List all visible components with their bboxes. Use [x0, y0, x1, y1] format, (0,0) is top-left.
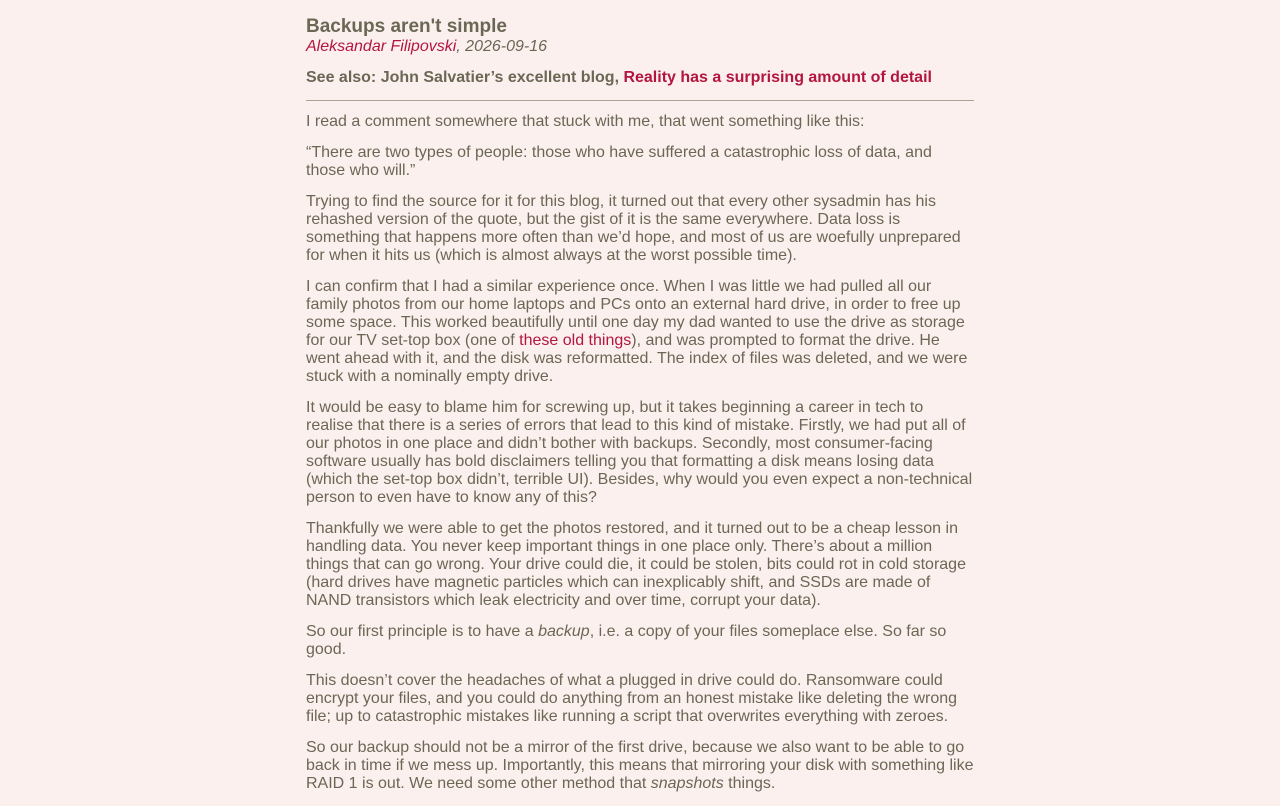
paragraph-9	[306, 739, 974, 793]
see-also	[306, 69, 974, 87]
paragraph-5: It would be easy to blame him for screwing up, but it takes beginning a career in tech to realise that there is a series of errors that lead to this kind of mistake. Firstly, we had put all of our photos in one place and didn’t bother with backups. Secondly, most consumer-facing software usually has bold disclaimers telling you that formatting a disk means losing data (which the set-top box didn’t, terrible UI). Besides, why would you even expect a non-technical person to even have to know any of this?	[306, 399, 973, 506]
paragraph-7-text-a: So our first principle is to have a	[306, 623, 539, 640]
paragraph-9-text-a: So our backup should not be a mirror of the first drive, because we also want to be able to go back in time if we mess up. Importantly, this means that mirroring your disk with something like RAID 1 is out. We need some other method that	[306, 739, 974, 792]
paragraph-4-text-a: I can confirm that I had a similar experience once. When I was little we had pulled all our family photos from our home laptops and PCs onto an external hard drive, in order to free up some space. This worked beautifully until one day my dad wanted to use the drive as storage for our TV set-top box (one of	[306, 278, 965, 349]
paragraph-4	[306, 278, 974, 386]
byline	[306, 38, 974, 56]
snapshots-emphasis: snapshots	[650, 775, 724, 792]
article	[306, 16, 974, 806]
post-date: 2026-09-16	[465, 38, 548, 55]
these-old-things-link[interactable]: these old things	[519, 332, 632, 349]
post-title: Backups aren't simple	[306, 16, 507, 37]
paragraph-3: Trying to find the source for it for this blog, it turned out that every other sysadmin has his rehashed version of the quote, but the gist of it is the same everywhere. Data loss is something that happens more often than we’d hope, and most of us are woefully unprepared for when it hits us (which is almost always at the worst possible time).	[306, 193, 961, 264]
paragraph-9-text-b: things.	[723, 775, 776, 792]
paragraph-6: Thankfully we were able to get the photos restored, and it turned out to be a cheap lesson in handling data. You never keep important things in one place only. There’s about a million things that can go wrong. Your drive could die, it could be stolen, bits could rot in cold storage (hard drives have magnetic particles which can inexplicably shift, and SSDs are made of NAND transistors which leak electricity and over time, corrupt your data).	[306, 520, 966, 609]
paragraph-7-text-b: , i.e. a copy of your files someplace else. So far so good.	[306, 623, 947, 658]
paragraph-8: This doesn’t cover the headaches of what a plugged in drive could do. Ransomware could encrypt your files, and you could do anything from an honest mistake like deleting the wrong file; up to catastrophic mistakes like running a script that overwrites everything with zeroes.	[306, 672, 958, 725]
see-also-link[interactable]: Reality has a surprising amount of detail	[623, 69, 932, 86]
see-also-prefix: See also: John Salvatier’s excellent blog,	[306, 69, 624, 86]
author-link[interactable]: Aleksandar Filipovski	[306, 38, 457, 55]
backup-emphasis: backup	[538, 623, 590, 640]
paragraph-1: I read a comment somewhere that stuck with me, that went something like this:	[306, 113, 865, 130]
divider	[306, 100, 974, 101]
paragraph-4-text-b: ), and was prompted to format the drive. He went ahead with it, and the disk was reformatted. The index of files was deleted, and we were stuck with a nominally empty drive.	[306, 332, 968, 385]
byline-separator: ,	[456, 38, 466, 55]
paragraph-2-quote: “There are two types of people: those who have suffered a catastrophic loss of data, and those who will.”	[306, 144, 932, 179]
paragraph-7	[306, 623, 974, 659]
